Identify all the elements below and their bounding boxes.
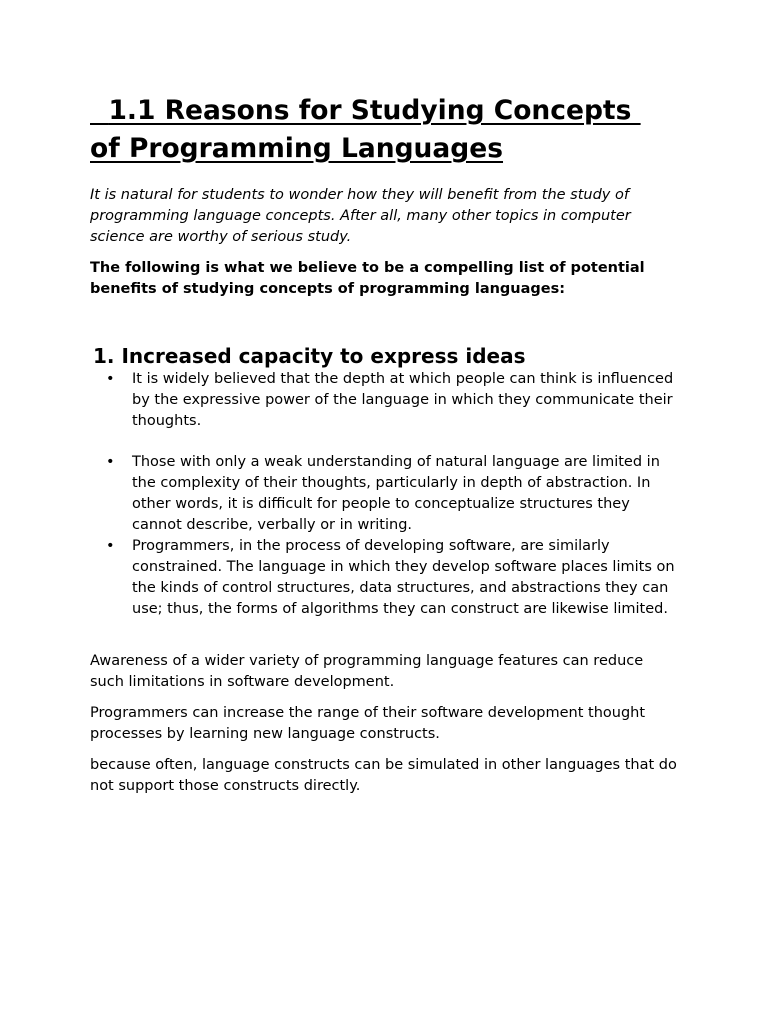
body-paragraph: Programmers can increase the range of their software development thought processes by learning new language constructs.: [90, 705, 646, 742]
list-item: [90, 536, 680, 620]
page-title-line-2: of Programming Languages: [90, 133, 504, 164]
bullet-list: [90, 369, 680, 620]
list-item-text: Programmers, in the process of developing software, are similarly constrained. The language in which they develop software places limits on the kinds of control structures, data structures, and abstractions they can use; thus, the forms of algorithms they can construct are likewise limited.: [132, 538, 675, 617]
list-item: [90, 369, 680, 432]
page-title-line-1: 1.1 Reasons for Studying Concepts: [90, 95, 641, 126]
list-item-text: It is widely believed that the depth at which people can think is influenced by the expressive power of the language in which they communicate their thoughts.: [132, 371, 674, 429]
intro-paragraph: It is natural for students to wonder how they will benefit from the study of programming language concepts. After all, many other topics in computer science are worthy of serious study.: [90, 187, 631, 245]
body-paragraph: Awareness of a wider variety of programming language features can reduce such limitations in software development.: [90, 653, 644, 690]
page-title: [90, 92, 680, 168]
bullet-marker: •: [106, 454, 115, 470]
list-item-text: Those with only a weak understanding of natural language are limited in the complexity of their thoughts, particularly in depth of abstraction. In other words, it is difficult for people to conceptualize structures they cannot describe, verbally or in writing.: [132, 454, 660, 533]
section-heading: 1. Increased capacity to express ideas: [93, 344, 526, 368]
document-page: [90, 92, 680, 797]
bullet-marker: •: [106, 538, 115, 554]
lead-paragraph: The following is what we believe to be a compelling list of potential benefits of studying concepts of programming languages:: [90, 260, 645, 297]
bullet-marker: •: [106, 371, 115, 387]
body-paragraph: because often, language constructs can be simulated in other languages that do not support those constructs directly.: [90, 757, 677, 794]
list-item: [90, 452, 680, 536]
